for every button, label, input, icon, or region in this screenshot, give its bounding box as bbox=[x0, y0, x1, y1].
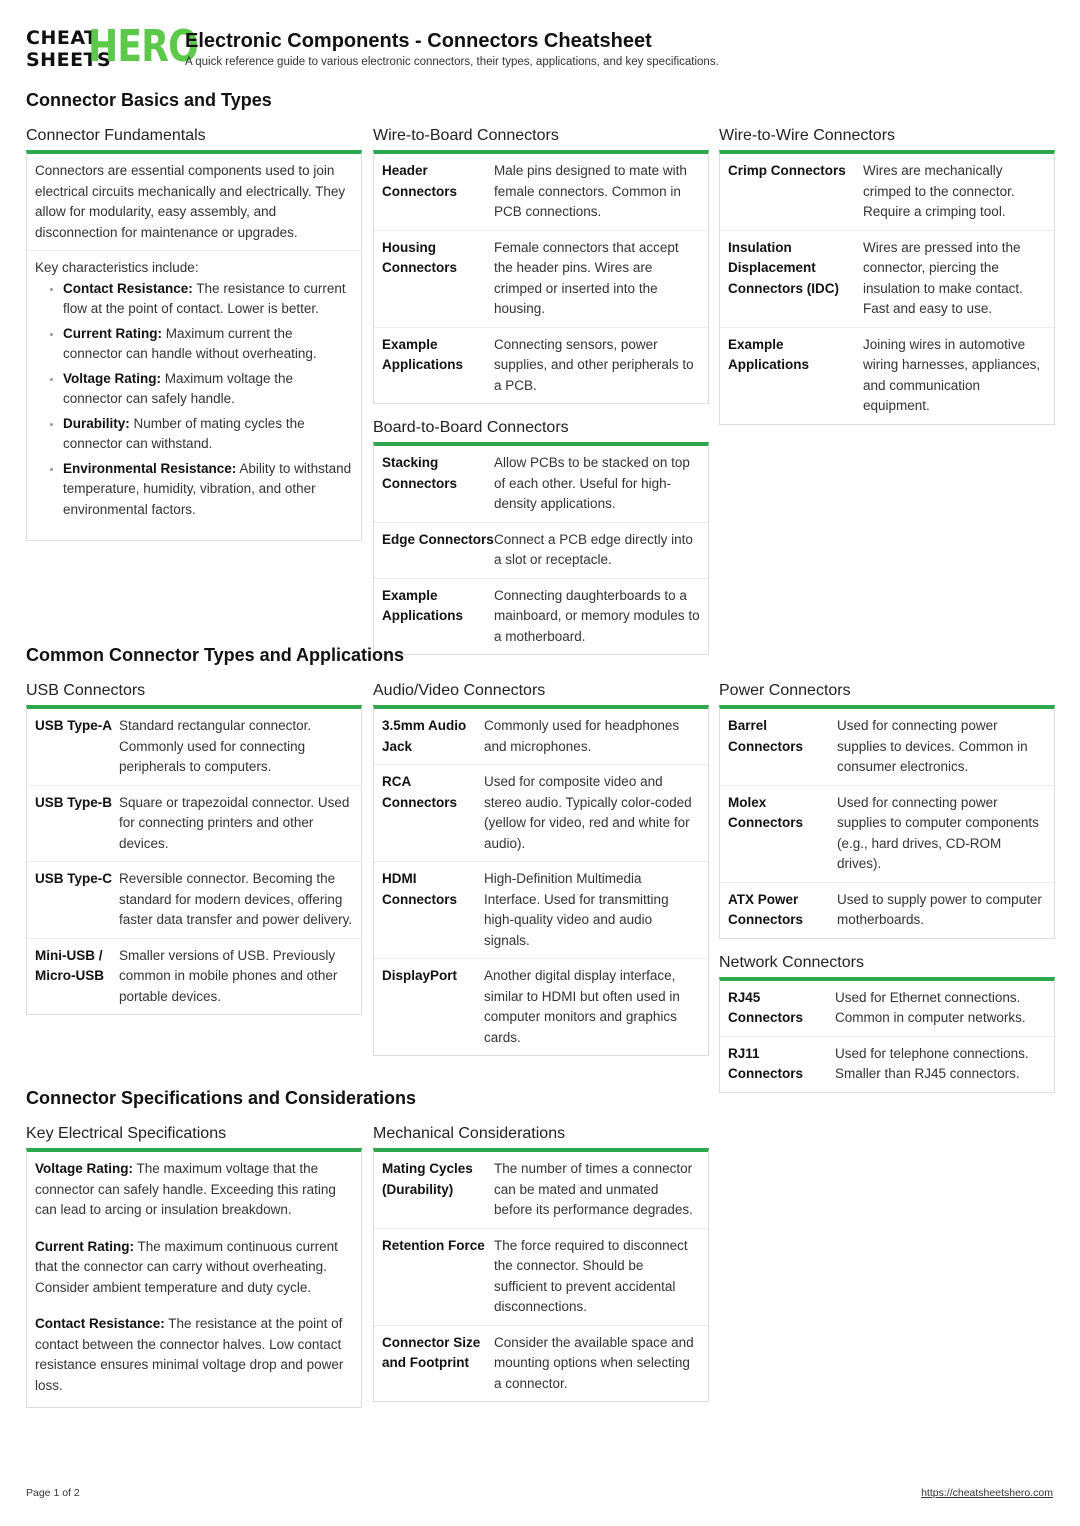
fundamentals-intro: Connectors are essential components used to join electrical circuits mechanically and electrically. They allow for modularity, easy assembly, and disconnection for maintenance or upgrades. bbox=[27, 154, 361, 251]
table-row: Stacking Connectors Allow PCBs to be stacked on top of each other. Useful for high-density applications. bbox=[374, 446, 708, 523]
table-row: Retention Force The force required to disconnect the connector. Should be sufficient to prevent accidental disconnections. bbox=[374, 1229, 708, 1326]
table-row: Insulation Displacement Connectors (IDC) Wires are pressed into the connector, piercing the insulation to make contact. Fast and easy to use. bbox=[720, 231, 1054, 328]
fundamentals-lead: Key characteristics include: bbox=[35, 260, 199, 275]
page-title: Electronic Components - Connectors Cheatsheet bbox=[185, 30, 652, 52]
table-row: Edge Connectors Connect a PCB edge directly into a slot or receptacle. bbox=[374, 523, 708, 579]
card-wire-to-wire bbox=[719, 126, 1055, 425]
site-link[interactable]: https://cheatsheetshero.com bbox=[921, 1487, 1053, 1499]
table-row: USB Type-C Reversible connector. Becoming the standard for modern devices, offering faster data transfer and power delivery. bbox=[27, 862, 361, 939]
table-row: Mini-USB / Micro-USB Smaller versions of USB. Previously common in mobile phones and other portable devices. bbox=[35, 947, 338, 1004]
spec-item: Contact Resistance: The resistance at the point of contact between the connector halves. Low contact resistance ensures minimal voltage drop and power loss. bbox=[35, 1316, 344, 1393]
table-row: Crimp Connectors Wires are mechanically crimped to the connector. Require a crimping tool. bbox=[720, 154, 1054, 231]
section-title-common: Common Connector Types and Applications bbox=[26, 645, 405, 665]
table-row: Example Applications Connecting sensors, power supplies, and other peripherals to a PCB. bbox=[382, 336, 694, 393]
table-row: USB Type-A Standard rectangular connector. Commonly used for connecting peripherals to computers. bbox=[27, 709, 361, 786]
card-mechanical bbox=[373, 1124, 709, 1402]
card-body bbox=[26, 705, 362, 1015]
logo-sheets: SHEETS bbox=[26, 49, 112, 71]
table-row: DisplayPort Another digital display interface, similar to HDMI but often used in computer monitors and graphics cards. bbox=[382, 968, 680, 1045]
card-connector-fundamentals bbox=[26, 126, 362, 541]
section-title-basics: Connector Basics and Types bbox=[26, 90, 272, 110]
card-body-network bbox=[719, 977, 1055, 1093]
page-number: Page 1 of 2 bbox=[26, 1487, 80, 1499]
card-title: Mechanical Considerations bbox=[373, 1125, 566, 1142]
table-row: Connector Size and Footprint Consider the available space and mounting options when selecting a connector. bbox=[382, 1334, 694, 1391]
table-row: 3.5mm Audio Jack Commonly used for headphones and microphones. bbox=[374, 709, 708, 765]
table-row: Header Connectors Male pins designed to mate with female connectors. Common in PCB connections. bbox=[374, 154, 708, 231]
card-usb bbox=[26, 681, 362, 1015]
page-subtitle: A quick reference guide to various electronic connectors, their types, applications, and key specifications. bbox=[185, 56, 719, 68]
card-body bbox=[373, 705, 709, 1056]
card-body bbox=[719, 705, 1055, 939]
section-title-specs: Connector Specifications and Considerations bbox=[26, 1088, 417, 1108]
table-row: RCA Connectors Used for composite video and stereo audio. Typically color-coded (yellow for video, red and white for audio). bbox=[374, 765, 708, 862]
card-audio-video bbox=[373, 681, 709, 1056]
card-title: Wire-to-Board Connectors bbox=[373, 127, 559, 144]
card-power bbox=[719, 681, 1055, 1093]
spec-item: Current Rating: The maximum continuous current that the connector can carry without overheating. Consider ambient temperature and duty cycle. bbox=[35, 1238, 338, 1295]
table-row: RJ45 Connectors Used for Ethernet connections. Common in computer networks. bbox=[720, 981, 1054, 1037]
card-title-network: Network Connectors bbox=[719, 953, 864, 971]
table-row: HDMI Connectors High-Definition Multimedia Interface. Used for transmitting high-quality video and audio signals. bbox=[374, 862, 708, 959]
list-item: • Durability: Number of mating cycles the connector can withstand. bbox=[63, 414, 353, 455]
card-title: Connector Fundamentals bbox=[26, 127, 206, 144]
card-body bbox=[26, 1148, 362, 1408]
table-row: Molex Connectors Used for connecting power supplies to computer components (e.g., hard drives, CD-ROM drives). bbox=[720, 786, 1054, 883]
table-row: Housing Connectors Female connectors that accept the header pins. Wires are crimped or inserted into the housing. bbox=[374, 231, 708, 328]
card-electrical-specs bbox=[26, 1124, 362, 1408]
table-row: RJ11 Connectors Used for telephone connections. Smaller than RJ45 connectors. bbox=[728, 1045, 1029, 1081]
table-row: Example Applications Connecting daughterboards to a mainboard, or memory modules to a motherboard. bbox=[382, 587, 700, 644]
table-row: Example Applications Joining wires in automotive wiring harnesses, appliances, and communication equipment. bbox=[728, 336, 1041, 413]
table-row: Barrel Connectors Used for connecting power supplies to devices. Common in consumer electronics. bbox=[720, 709, 1054, 786]
card-title: Key Electrical Specifications bbox=[26, 1125, 227, 1142]
card-body bbox=[26, 150, 362, 541]
card-body bbox=[719, 150, 1055, 425]
card-title-board-to-board: Board-to-Board Connectors bbox=[373, 419, 569, 436]
fundamentals-characteristics bbox=[27, 251, 361, 540]
card-title: Power Connectors bbox=[719, 682, 851, 699]
card-title: Audio/Video Connectors bbox=[373, 682, 546, 699]
logo-hero: HERO bbox=[88, 21, 199, 72]
logo-cheat: CHEAT bbox=[26, 27, 98, 49]
title-block bbox=[185, 28, 1045, 68]
table-row: USB Type-B Square or trapezoidal connector. Used for connecting printers and other devices. bbox=[27, 786, 361, 863]
card-body bbox=[373, 150, 709, 404]
card-title: USB Connectors bbox=[26, 682, 146, 699]
card-wire-to-board bbox=[373, 126, 709, 655]
list-item: • Environmental Resistance: Ability to withstand temperature, humidity, vibration, and other environmental factors. bbox=[63, 459, 353, 521]
card-body-board-to-board bbox=[373, 442, 709, 655]
table-row: Mating Cycles (Durability) The number of times a connector can be mated and unmated before its performance degrades. bbox=[374, 1152, 708, 1229]
list-item: • Current Rating: Maximum current the connector can handle without overheating. bbox=[63, 324, 353, 365]
table-row: ATX Power Connectors Used to supply power to computer motherboards. bbox=[728, 891, 1042, 927]
cheatsheetshero-logo[interactable] bbox=[26, 21, 199, 72]
characteristics-list bbox=[35, 279, 353, 521]
spec-item: Voltage Rating: The maximum voltage that the connector can safely handle. Exceeding this rating can lead to arcing or insulation breakdown. bbox=[35, 1161, 336, 1217]
list-item: • Voltage Rating: Maximum voltage the connector can safely handle. bbox=[63, 369, 353, 410]
card-body bbox=[373, 1148, 709, 1402]
list-item: • Contact Resistance: The resistance to current flow at the point of contact. Lower is better. bbox=[63, 279, 353, 320]
card-title: Wire-to-Wire Connectors bbox=[719, 127, 896, 144]
